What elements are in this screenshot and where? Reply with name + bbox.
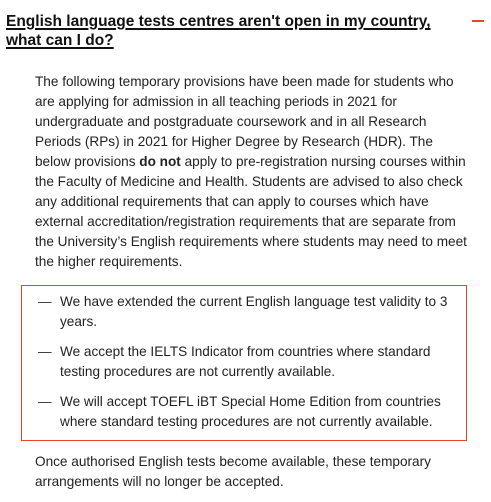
dash-bullet-icon: — xyxy=(38,344,52,359)
minus-icon[interactable] xyxy=(472,20,484,22)
faq-question-title[interactable]: English language tests centres aren't open in my country, what can I do? xyxy=(6,13,431,49)
list-item xyxy=(38,342,462,382)
faq-answer-body xyxy=(35,72,471,272)
faq-question-header[interactable] xyxy=(6,12,476,50)
intro-text-before: The following temporary provisions have been made for students who are applying for admission in all teaching periods in 2021 for undergraduate and postgraduate coursework and in all Research Periods (RPs) in 2021 for Higher Degree by Research (HDR). The below provisions xyxy=(35,74,454,169)
dash-bullet-icon: — xyxy=(38,394,52,409)
intro-emphasis: do not xyxy=(139,154,181,169)
list-item xyxy=(38,392,462,432)
provision-text: We accept the IELTS Indicator from countries where standard testing procedures are not currently available. xyxy=(60,344,431,379)
provision-text: We will accept TOEFL iBT Special Home Edition from countries where standard testing procedures are not currently available. xyxy=(60,394,441,429)
dash-bullet-icon: — xyxy=(38,294,52,309)
closing-paragraph: Once authorised English tests become available, these temporary arrangements will no longer be accepted. xyxy=(35,454,431,489)
provisions-box xyxy=(21,285,467,441)
intro-text-after: apply to pre-registration nursing courses within the Faculty of Medicine and Health. Students are advised to also check any additional requirements that can apply to courses which have external accreditation/registration requirements that are separate from the University’s English requirements where students may need to meet the higher requirements. xyxy=(35,154,467,269)
intro-paragraph xyxy=(35,72,471,272)
list-item xyxy=(38,292,462,332)
provision-list xyxy=(38,292,462,442)
provision-text: We have extended the current English language test validity to 3 years. xyxy=(60,294,448,329)
